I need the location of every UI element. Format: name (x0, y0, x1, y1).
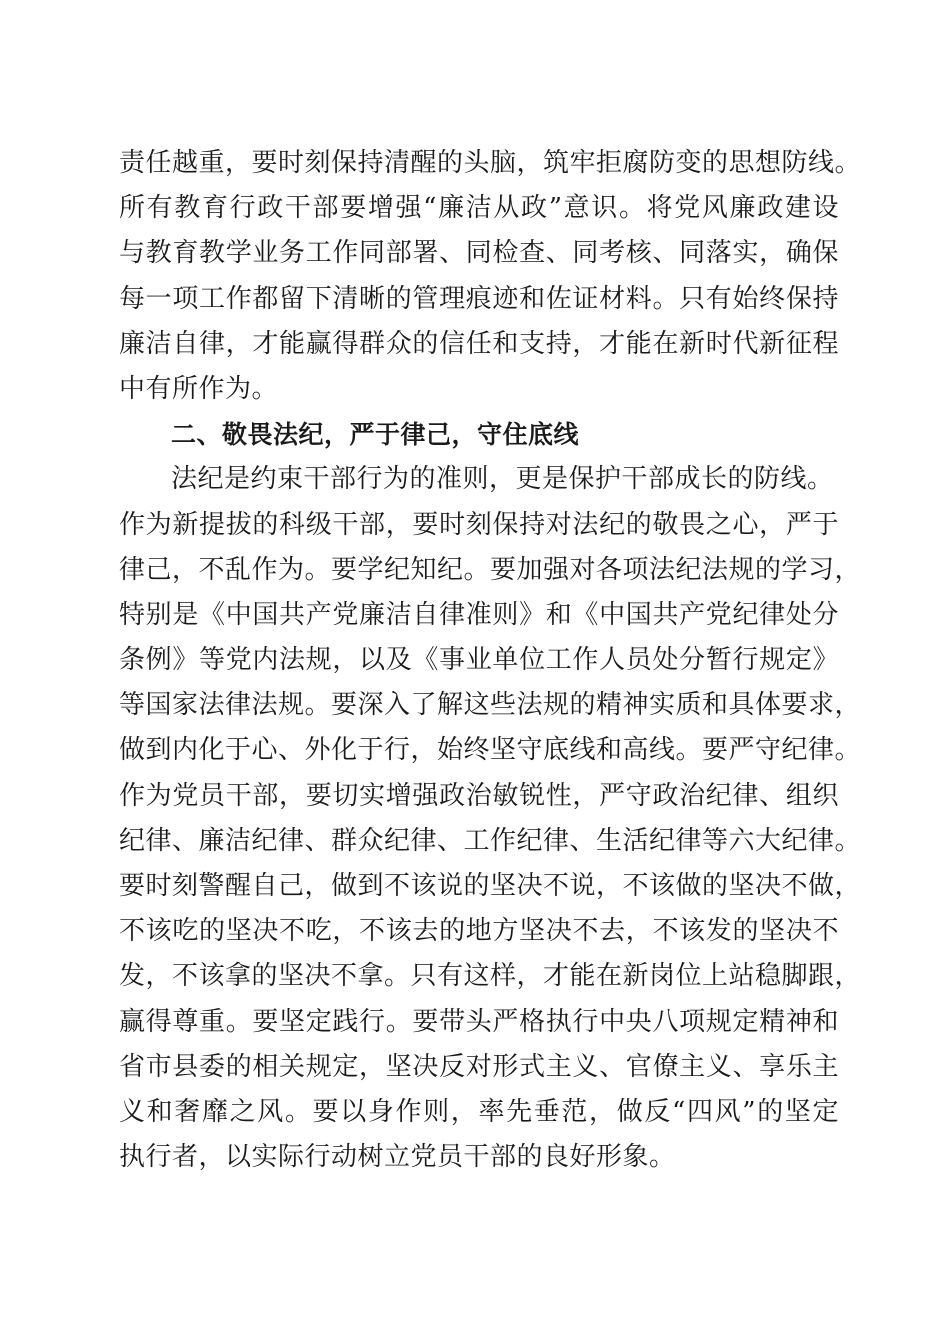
paragraph-line: 等国家法律法规。要深入了解这些法规的精神实质和具体要求， (119, 690, 862, 721)
paragraph-line: 纪律、廉洁纪律、群众纪律、工作纪律、生活纪律等六大纪律。 (119, 825, 862, 856)
paragraph-line: 所有教育行政干部要增强“廉洁从政”意识。将党风廉政建设 (119, 193, 839, 224)
paragraph-line: 赢得尊重。要坚定践行。要带头严格执行中央八项规定精神和 (119, 1006, 839, 1037)
paragraph-2 (119, 457, 862, 1180)
paragraph-line: 法纪是约束干部行为的准则，更是保护干部成长的防线。 (171, 464, 834, 495)
paragraph-line: 中有所作为。 (119, 373, 279, 404)
paragraph-line: 发，不该拿的坚决不拿。只有这样，才能在新岗位上站稳脚跟， (119, 961, 862, 992)
paragraph-line: 条例》等党内法规，以及《事业单位工作人员处分暂行规定》 (119, 645, 839, 676)
paragraph-line: 每一项工作都留下清晰的管理痕迹和佐证材料。只有始终保持 (119, 283, 839, 314)
paragraph-line: 要时刻警醒自己，做到不该说的坚决不说，不该做的坚决不做， (119, 871, 862, 901)
paragraph-line: 特别是《中国共产党廉洁自律准则》和《中国共产党纪律处分 (119, 599, 839, 630)
paragraph-line: 义和奢靡之风。要以身作则，率先垂范，做反“四风”的坚定 (119, 1096, 839, 1127)
document-body (119, 141, 862, 1180)
paragraph-line: 责任越重，要时刻保持清醒的头脑，筑牢拒腐防变的思想防线。 (119, 148, 862, 178)
paragraph-line: 与教育教学业务工作同部署、同检查、同考核、同落实，确保 (119, 238, 839, 269)
paragraph-line: 律己，不乱作为。要学纪知纪。要加强对各项法纪法规的学习， (119, 554, 862, 585)
paragraph-line: 做到内化于心、外化于行，始终坚守底线和高线。要严守纪律。 (119, 735, 862, 766)
section-heading: 二、敬畏法纪，严于律己，守住底线 (171, 420, 580, 450)
paragraph-line: 作为新提拔的科级干部，要时刻保持对法纪的敬畏之心，严于 (119, 509, 839, 540)
paragraph-line: 作为党员干部，要切实增强政治敏锐性，严守政治纪律、组织 (119, 780, 839, 811)
paragraph-line: 省市县委的相关规定，坚决反对形式主义、官僚主义、享乐主 (119, 1051, 839, 1082)
paragraph-line: 不该吃的坚决不吃，不该去的地方坚决不去，不该发的坚决不 (119, 916, 839, 947)
paragraph-line: 执行者，以实际行动树立党员干部的良好形象。 (119, 1142, 676, 1173)
paragraph-line: 廉洁自律，才能赢得群众的信任和支持，才能在新时代新征程 (119, 328, 839, 359)
paragraph-1 (119, 141, 862, 412)
